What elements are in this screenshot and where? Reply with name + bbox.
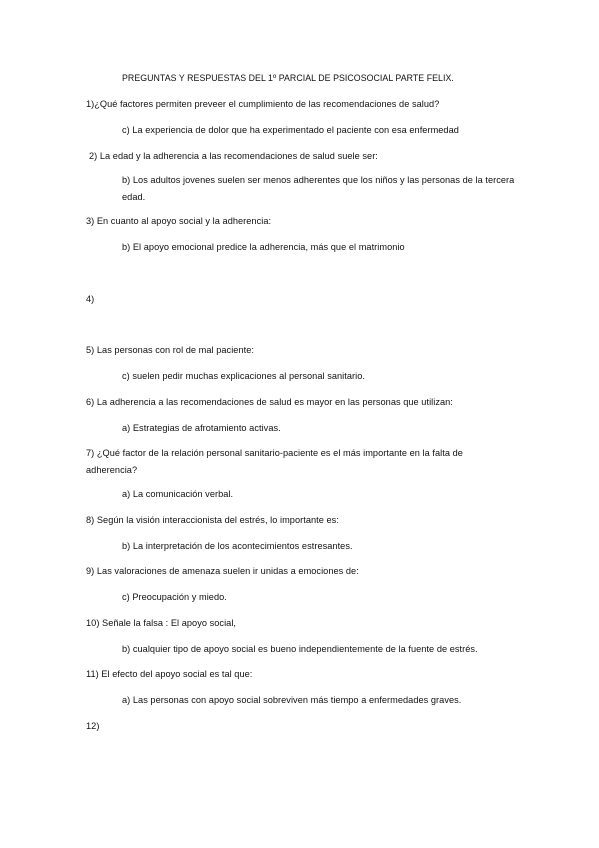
question-11: 11) El efecto del apoyo social es tal que: xyxy=(86,669,253,679)
answer-5: c) suelen pedir muchas explicaciones al personal sanitario. xyxy=(122,371,365,381)
question-4: 4) xyxy=(86,294,95,304)
question-8: 8) Según la visión interaccionista del estrés, lo importante es: xyxy=(86,515,339,525)
answer-7: a) La comunicación verbal. xyxy=(122,489,234,499)
answer-9: c) Preocupación y miedo. xyxy=(122,592,227,602)
question-2: 2) La edad y la adherencia a las recomendaciones de salud suele ser: xyxy=(89,151,378,161)
document-title: PREGUNTAS Y RESPUESTAS DEL 1º PARCIAL DE PSICOSOCIAL PARTE FELIX. xyxy=(122,73,454,83)
question-10: 10) Señale la falsa : El apoyo social, xyxy=(86,618,237,628)
answer-3: b) El apoyo emocional predice la adherencia, más que el matrimonio xyxy=(122,242,405,252)
question-7: 7) ¿Qué factor de la relación personal sanitario-paciente es el más importante en la falta de adherencia? xyxy=(86,448,463,475)
answer-10: b) cualquier tipo de apoyo social es bueno independientemente de la fuente de estrés. xyxy=(122,644,478,654)
answer-11: a) Las personas con apoyo social sobreviven más tiempo a enfermedades graves. xyxy=(122,695,462,705)
answer-2: b) Los adultos jovenes suelen ser menos adherentes que los niños y las personas de la tercera edad. xyxy=(122,175,515,202)
question-1: 1)¿Qué factores permiten preveer el cumplimiento de las recomendaciones de salud? xyxy=(86,99,440,109)
question-5: 5) Las personas con rol de mal paciente: xyxy=(86,345,254,355)
answer-8: b) La interpretación de los acontecimientos estresantes. xyxy=(122,541,353,551)
answer-1: c) La experiencia de dolor que ha experimentado el paciente con esa enfermedad xyxy=(122,125,459,135)
question-6: 6) La adherencia a las recomendaciones de salud es mayor en las personas que utilizan: xyxy=(86,397,453,407)
question-12: 12) xyxy=(86,721,100,731)
question-9: 9) Las valoraciones de amenaza suelen ir unidas a emociones de: xyxy=(86,566,359,576)
question-3: 3) En cuanto al apoyo social y la adherencia: xyxy=(86,216,272,226)
answer-6: a) Estrategias de afrotamiento activas. xyxy=(122,423,281,433)
